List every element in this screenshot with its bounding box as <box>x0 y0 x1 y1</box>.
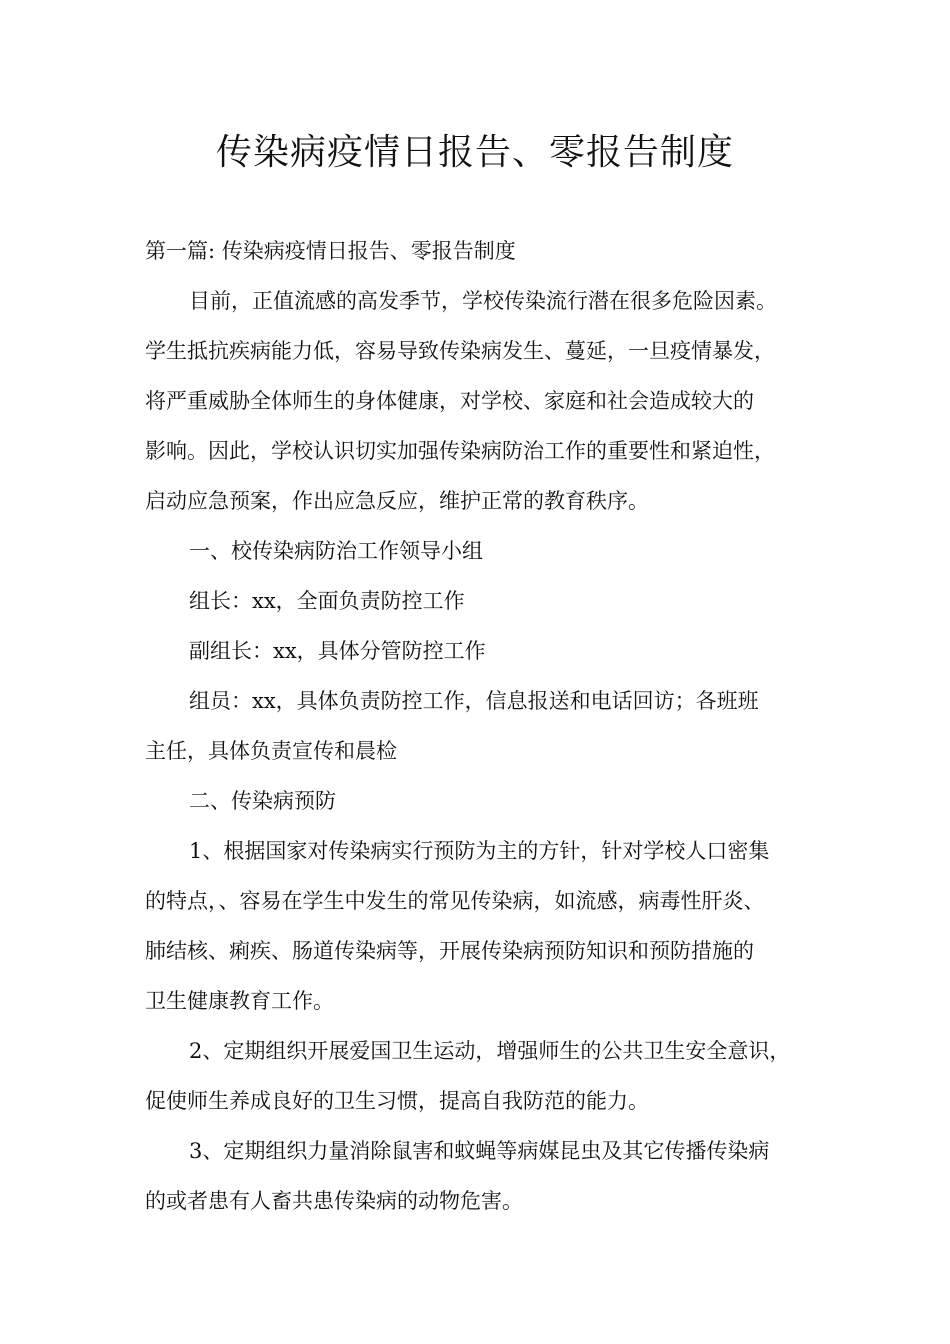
paragraph-line: 影响。因此，学校认识切实加强传染病防治工作的重要性和紧迫性， <box>145 439 775 463</box>
paragraph-line: 将严重威胁全体师生的身体健康，对学校、家庭和社会造成较大的 <box>145 389 754 413</box>
paragraph-line: 的或者患有人畜共患传染病的动物危害。 <box>145 1189 523 1213</box>
paragraph-line: 启动应急预案，作出应急反应，维护正常的教育秩序。 <box>145 489 649 513</box>
paragraph-line: 组长：xx，全面负责防控工作 <box>189 589 465 613</box>
paragraph-line: 目前，正值流感的高发季节，学校传染流行潜在很多危险因素。 <box>189 289 777 313</box>
section-heading: 第一篇: 传染病疫情日报告、零报告制度 <box>145 239 516 263</box>
document-title: 传染病疫情日报告、零报告制度 <box>215 132 734 173</box>
paragraph-line: 2、定期组织开展爱国卫生运动，增强师生的公共卫生安全意识， <box>189 1039 791 1063</box>
paragraph-line: 学生抵抗疾病能力低，容易导致传染病发生、蔓延，一旦疫情暴发， <box>145 339 775 363</box>
paragraph-line: 1、根据国家对传染病实行预防为主的方针，针对学校人口密集 <box>189 839 770 863</box>
paragraph-line: 3、定期组织力量消除鼠害和蚊蝇等病媒昆虫及其它传播传染病 <box>189 1139 770 1163</box>
paragraph-line: 副组长：xx，具体分管防控工作 <box>189 639 486 663</box>
paragraph-line: 组员：xx，具体负责防控工作，信息报送和电话回访；各班班 <box>189 689 759 713</box>
paragraph-line: 卫生健康教育工作。 <box>145 989 334 1013</box>
subsection-heading: 二、传染病预防 <box>189 789 336 813</box>
paragraph-line: 肺结核、痢疾、肠道传染病等，开展传染病预防知识和预防措施的 <box>145 939 754 963</box>
paragraph-line: 促使师生养成良好的卫生习惯，提高自我防范的能力。 <box>145 1089 649 1113</box>
paragraph-line: 主任，具体负责宣传和晨检 <box>145 739 397 763</box>
subsection-heading: 一、校传染病防治工作领导小组 <box>189 539 483 563</box>
paragraph-line: 的特点，、容易在学生中发生的常见传染病，如流感，病毒性肝炎、 <box>145 889 765 913</box>
document-body <box>145 226 835 1226</box>
